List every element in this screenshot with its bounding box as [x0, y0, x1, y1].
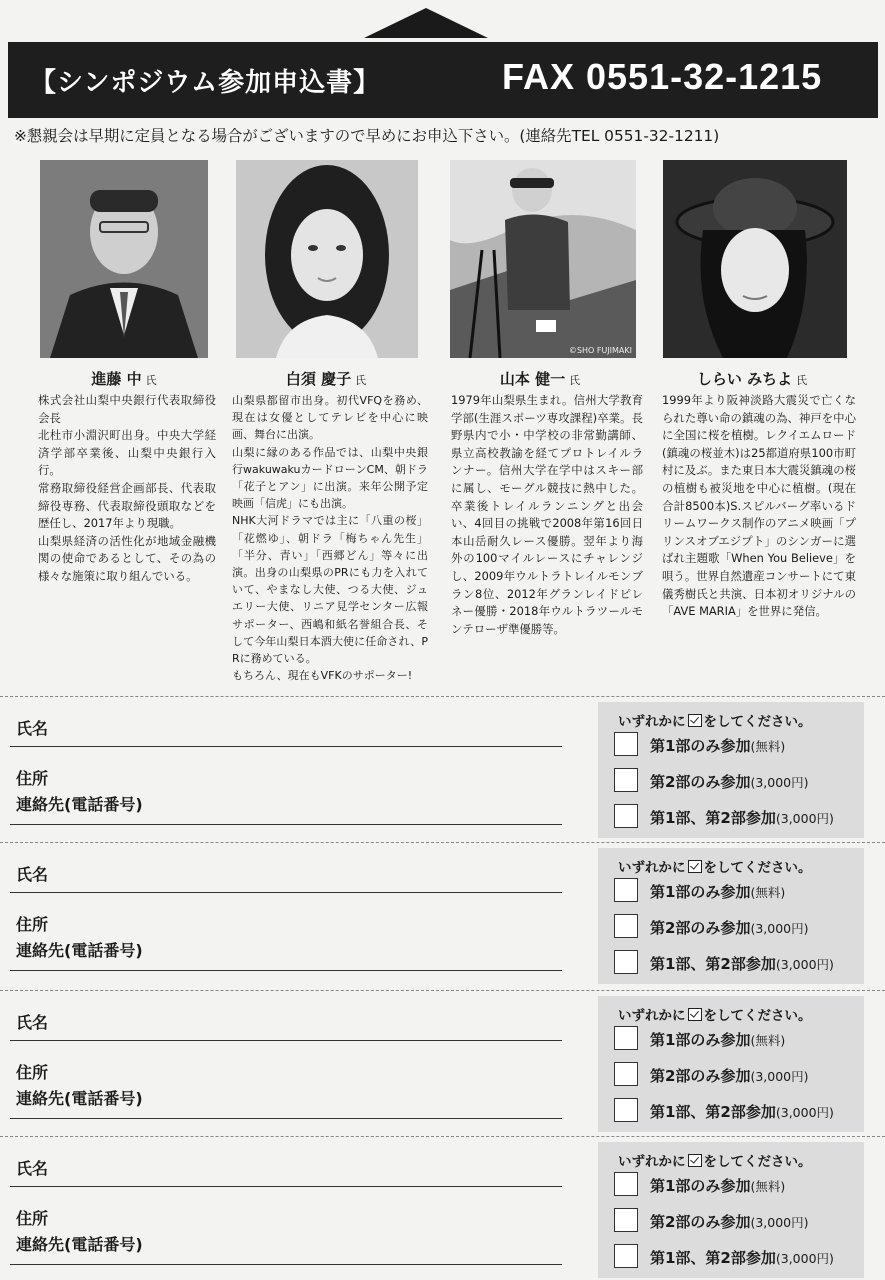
option-price: (3,000円): [750, 921, 809, 936]
cut-line: [0, 842, 885, 843]
option-checkbox[interactable]: [614, 768, 638, 792]
option-price: (無料): [750, 739, 786, 754]
option-price: (3,000円): [775, 1105, 834, 1120]
name-field[interactable]: [10, 1186, 562, 1187]
option-1[interactable]: [614, 1026, 860, 1052]
option-2[interactable]: [614, 768, 860, 794]
checkbox-sample-icon: [688, 714, 702, 727]
speaker-name-shindo: [40, 368, 208, 389]
contact-field[interactable]: [10, 1118, 562, 1119]
option-label: [650, 1247, 834, 1268]
instruction-pre: いずれかに: [618, 714, 686, 730]
speaker-bio-shirasu: 山梨県都留市出身。初代VFQを務め、現在は女優としてテレビを中心に映画、舞台に出演。 山梨に縁のある作品では、山梨中央銀行wakuwakuカードローンCM、朝ドラ「花子とアン」に出演。来年公開予定映画「信虎」にも出演。 NHK大河ドラマでは主に「八重の桜」「花燃ゆ」、朝ドラ「梅ちゃん先生」「半分、青い」「西郷どん」等々に出演。出身の山梨県のPRにも力を入れていて、やまなし大使、つる大使、ジュエリー大使、リニア見学センター広報サポーター、西嶋和紙名誉組合長、そして今年山梨日本酒大使に任命され、PRに務めている。 もちろん、現在もVFKのサポーター!: [232, 394, 428, 683]
honorific: 氏: [569, 374, 581, 387]
speaker-name-shirai: [668, 368, 836, 389]
option-price: (3,000円): [750, 1069, 809, 1084]
entry-form-4: [0, 1140, 885, 1280]
instruction-post: をしてください。: [703, 1154, 812, 1170]
option-label: [650, 807, 834, 828]
entry-form-3: [0, 994, 885, 1134]
option-3[interactable]: [614, 950, 860, 976]
option-price: (3,000円): [750, 775, 809, 790]
option-2[interactable]: [614, 914, 860, 940]
contact-label: 連絡先(電話番号): [16, 1235, 143, 1254]
option-checkbox[interactable]: [614, 732, 638, 756]
option-label: [650, 1101, 834, 1122]
contact-field[interactable]: [10, 970, 562, 971]
option-checkbox[interactable]: [614, 878, 638, 902]
option-checkbox[interactable]: [614, 950, 638, 974]
speaker-bio-shirai: 1999年より阪神淡路大震災で亡くなられた尊い命の鎮魂の為、神戸を中心に全国に桜を植樹。レクイエムロード(鎮魂の桜並木)は25都道府県100市町村に及ぶ。また東日本大震災鎮魂の桜の植樹も被災地を中心に植樹。(現在合計8500本)S.スピルバーグ率いるドリームワークス制作のアニメ映画「プリンスオブエジプト」のシンガーに選ばれ主題歌「When You Believe」を唄う。世界自然遺産コンサートにて東儀秀樹氏と共演、日本初オリジナルの「AVE MARIA」を世界に発信。: [662, 393, 856, 619]
address-label: 住所: [16, 1063, 49, 1082]
option-3[interactable]: [614, 1098, 860, 1124]
participation-options: [598, 1142, 864, 1278]
option-price: (無料): [750, 885, 786, 900]
option-checkbox[interactable]: [614, 804, 638, 828]
option-text: 第1部のみ参加: [650, 1031, 751, 1049]
option-label: [650, 881, 785, 902]
option-price: (3,000円): [775, 1251, 834, 1266]
name-field[interactable]: [10, 1040, 562, 1041]
option-text: 第2部のみ参加: [650, 919, 751, 937]
instruction-post: をしてください。: [703, 714, 812, 730]
option-label: [650, 953, 834, 974]
instruction-text: [618, 1004, 812, 1024]
speaker-bio-shindo: 株式会社山梨中央銀行代表取締役会長 北杜市小淵沢町出身。中央大学経済学部卒業後、山梨中央銀行入行。 常務取締役経営企画部長、代表取締役専務、代表取締役頭取などを歴任し、2017年より現職。 山梨県経済の活性化が地域金融機関の使命であるとして、その為の様々な施策に取り組んでいる。: [38, 393, 216, 583]
contact-field[interactable]: [10, 824, 562, 825]
option-label: [650, 1175, 785, 1196]
contact-label: 連絡先(電話番号): [16, 941, 143, 960]
option-text: 第2部のみ参加: [650, 1067, 751, 1085]
header-bar: [8, 42, 878, 118]
option-label: [650, 1065, 809, 1086]
option-3[interactable]: [614, 804, 860, 830]
option-label: [650, 771, 809, 792]
speaker-photo-shirai: [663, 160, 847, 358]
speaker-name-text: 白須 慶子: [285, 370, 352, 388]
participation-options: [598, 996, 864, 1132]
option-text: 第1部のみ参加: [650, 1177, 751, 1195]
instruction-post: をしてください。: [703, 860, 812, 876]
address-label: 住所: [16, 1209, 49, 1228]
option-checkbox[interactable]: [614, 914, 638, 938]
option-price: (3,000円): [775, 811, 834, 826]
option-price: (無料): [750, 1033, 786, 1048]
cut-line: [0, 990, 885, 991]
entry-form-1: [0, 700, 885, 840]
name-field[interactable]: [10, 746, 562, 747]
option-checkbox[interactable]: [614, 1098, 638, 1122]
option-text: 第1部のみ参加: [650, 737, 751, 755]
instruction-pre: いずれかに: [618, 1154, 686, 1170]
option-1[interactable]: [614, 1172, 860, 1198]
option-label: [650, 735, 785, 756]
speaker-name-yamamoto: [456, 368, 624, 389]
name-label: 氏名: [16, 719, 49, 738]
speaker-photo-yamamoto: [450, 160, 636, 358]
option-text: 第1部、第2部参加: [650, 809, 776, 827]
instruction-text: [618, 1150, 812, 1170]
option-1[interactable]: [614, 878, 860, 904]
option-text: 第2部のみ参加: [650, 1213, 751, 1231]
option-text: 第1部、第2部参加: [650, 1103, 776, 1121]
speaker-photo-shirasu: [236, 160, 418, 358]
option-3[interactable]: [614, 1244, 860, 1270]
option-text: 第2部のみ参加: [650, 773, 751, 791]
option-2[interactable]: [614, 1062, 860, 1088]
instruction-pre: いずれかに: [618, 1008, 686, 1024]
option-label: [650, 1211, 809, 1232]
cut-line: [0, 1136, 885, 1137]
instruction-text: [618, 856, 812, 876]
contact-field[interactable]: [10, 1264, 562, 1265]
option-checkbox[interactable]: [614, 1062, 638, 1086]
option-2[interactable]: [614, 1208, 860, 1234]
speaker-name-text: 進藤 中: [91, 370, 142, 388]
option-text: 第1部、第2部参加: [650, 955, 776, 973]
option-text: 第1部、第2部参加: [650, 1249, 776, 1267]
honorific: 氏: [145, 374, 157, 387]
option-checkbox[interactable]: [614, 1026, 638, 1050]
checkbox-sample-icon: [688, 1154, 702, 1167]
honorific: 氏: [355, 374, 367, 387]
name-label: 氏名: [16, 865, 49, 884]
contact-label: 連絡先(電話番号): [16, 1089, 143, 1108]
speaker-photo-shindo: [40, 160, 208, 358]
cut-line: [0, 696, 885, 697]
speaker-bio-yamamoto: 1979年山梨県生まれ。信州大学教育学部(生涯スポーツ専攻課程)卒業。長野県内で小・中学校の非常勤講師、県立高校教諭を経てプロトレイルランナー。信州大学在学中はスキー部に属し、モーグル競技に熱中した。卒業後トレイルランニングと出会い、4回目の挑戦で2008年第16回日本山岳耐久レース優勝。翌年より海外の100マイルレースにチャレンジし、2009年ウルトラトレイルモンブラン8位、2012年グランレイドピレネー優勝・2018年ウルトラツールモンテローザ準優勝等。: [451, 393, 643, 636]
notice-text: ※懇親会は早期に定員となる場合がございますので早めにお申込下さい。(連絡先TEL 0551-32-1211): [14, 127, 720, 145]
entry-form-2: [0, 846, 885, 986]
photo-credit: ©SHO FUJIMAKI: [568, 346, 632, 355]
instruction-text: [618, 710, 812, 730]
option-checkbox[interactable]: [614, 1244, 638, 1268]
option-text: 第1部のみ参加: [650, 883, 751, 901]
honorific: 氏: [796, 374, 808, 387]
address-label: 住所: [16, 915, 49, 934]
speaker-name-text: 山本 健一: [499, 370, 566, 388]
checkbox-sample-icon: [688, 1008, 702, 1021]
option-price: (3,000円): [750, 1215, 809, 1230]
option-price: (3,000円): [775, 957, 834, 972]
option-label: [650, 1029, 785, 1050]
name-label: 氏名: [16, 1013, 49, 1032]
name-label: 氏名: [16, 1159, 49, 1178]
option-checkbox[interactable]: [614, 1172, 638, 1196]
instruction-pre: いずれかに: [618, 860, 686, 876]
speaker-name-shirasu: [242, 368, 410, 389]
option-price: (無料): [750, 1179, 786, 1194]
participation-options: [598, 848, 864, 984]
contact-label: 連絡先(電話番号): [16, 795, 143, 814]
up-arrow-icon: [364, 8, 488, 38]
option-label: [650, 917, 809, 938]
form-title: 【シンポジウム参加申込書】: [30, 68, 381, 98]
option-checkbox[interactable]: [614, 1208, 638, 1232]
checkbox-sample-icon: [688, 860, 702, 873]
option-1[interactable]: [614, 732, 860, 758]
participation-options: [598, 702, 864, 838]
name-field[interactable]: [10, 892, 562, 893]
fax-number: FAX 0551-32-1215: [502, 56, 823, 97]
speaker-name-text: しらい みちよ: [696, 370, 793, 388]
instruction-post: をしてください。: [703, 1008, 812, 1024]
address-label: 住所: [16, 769, 49, 788]
